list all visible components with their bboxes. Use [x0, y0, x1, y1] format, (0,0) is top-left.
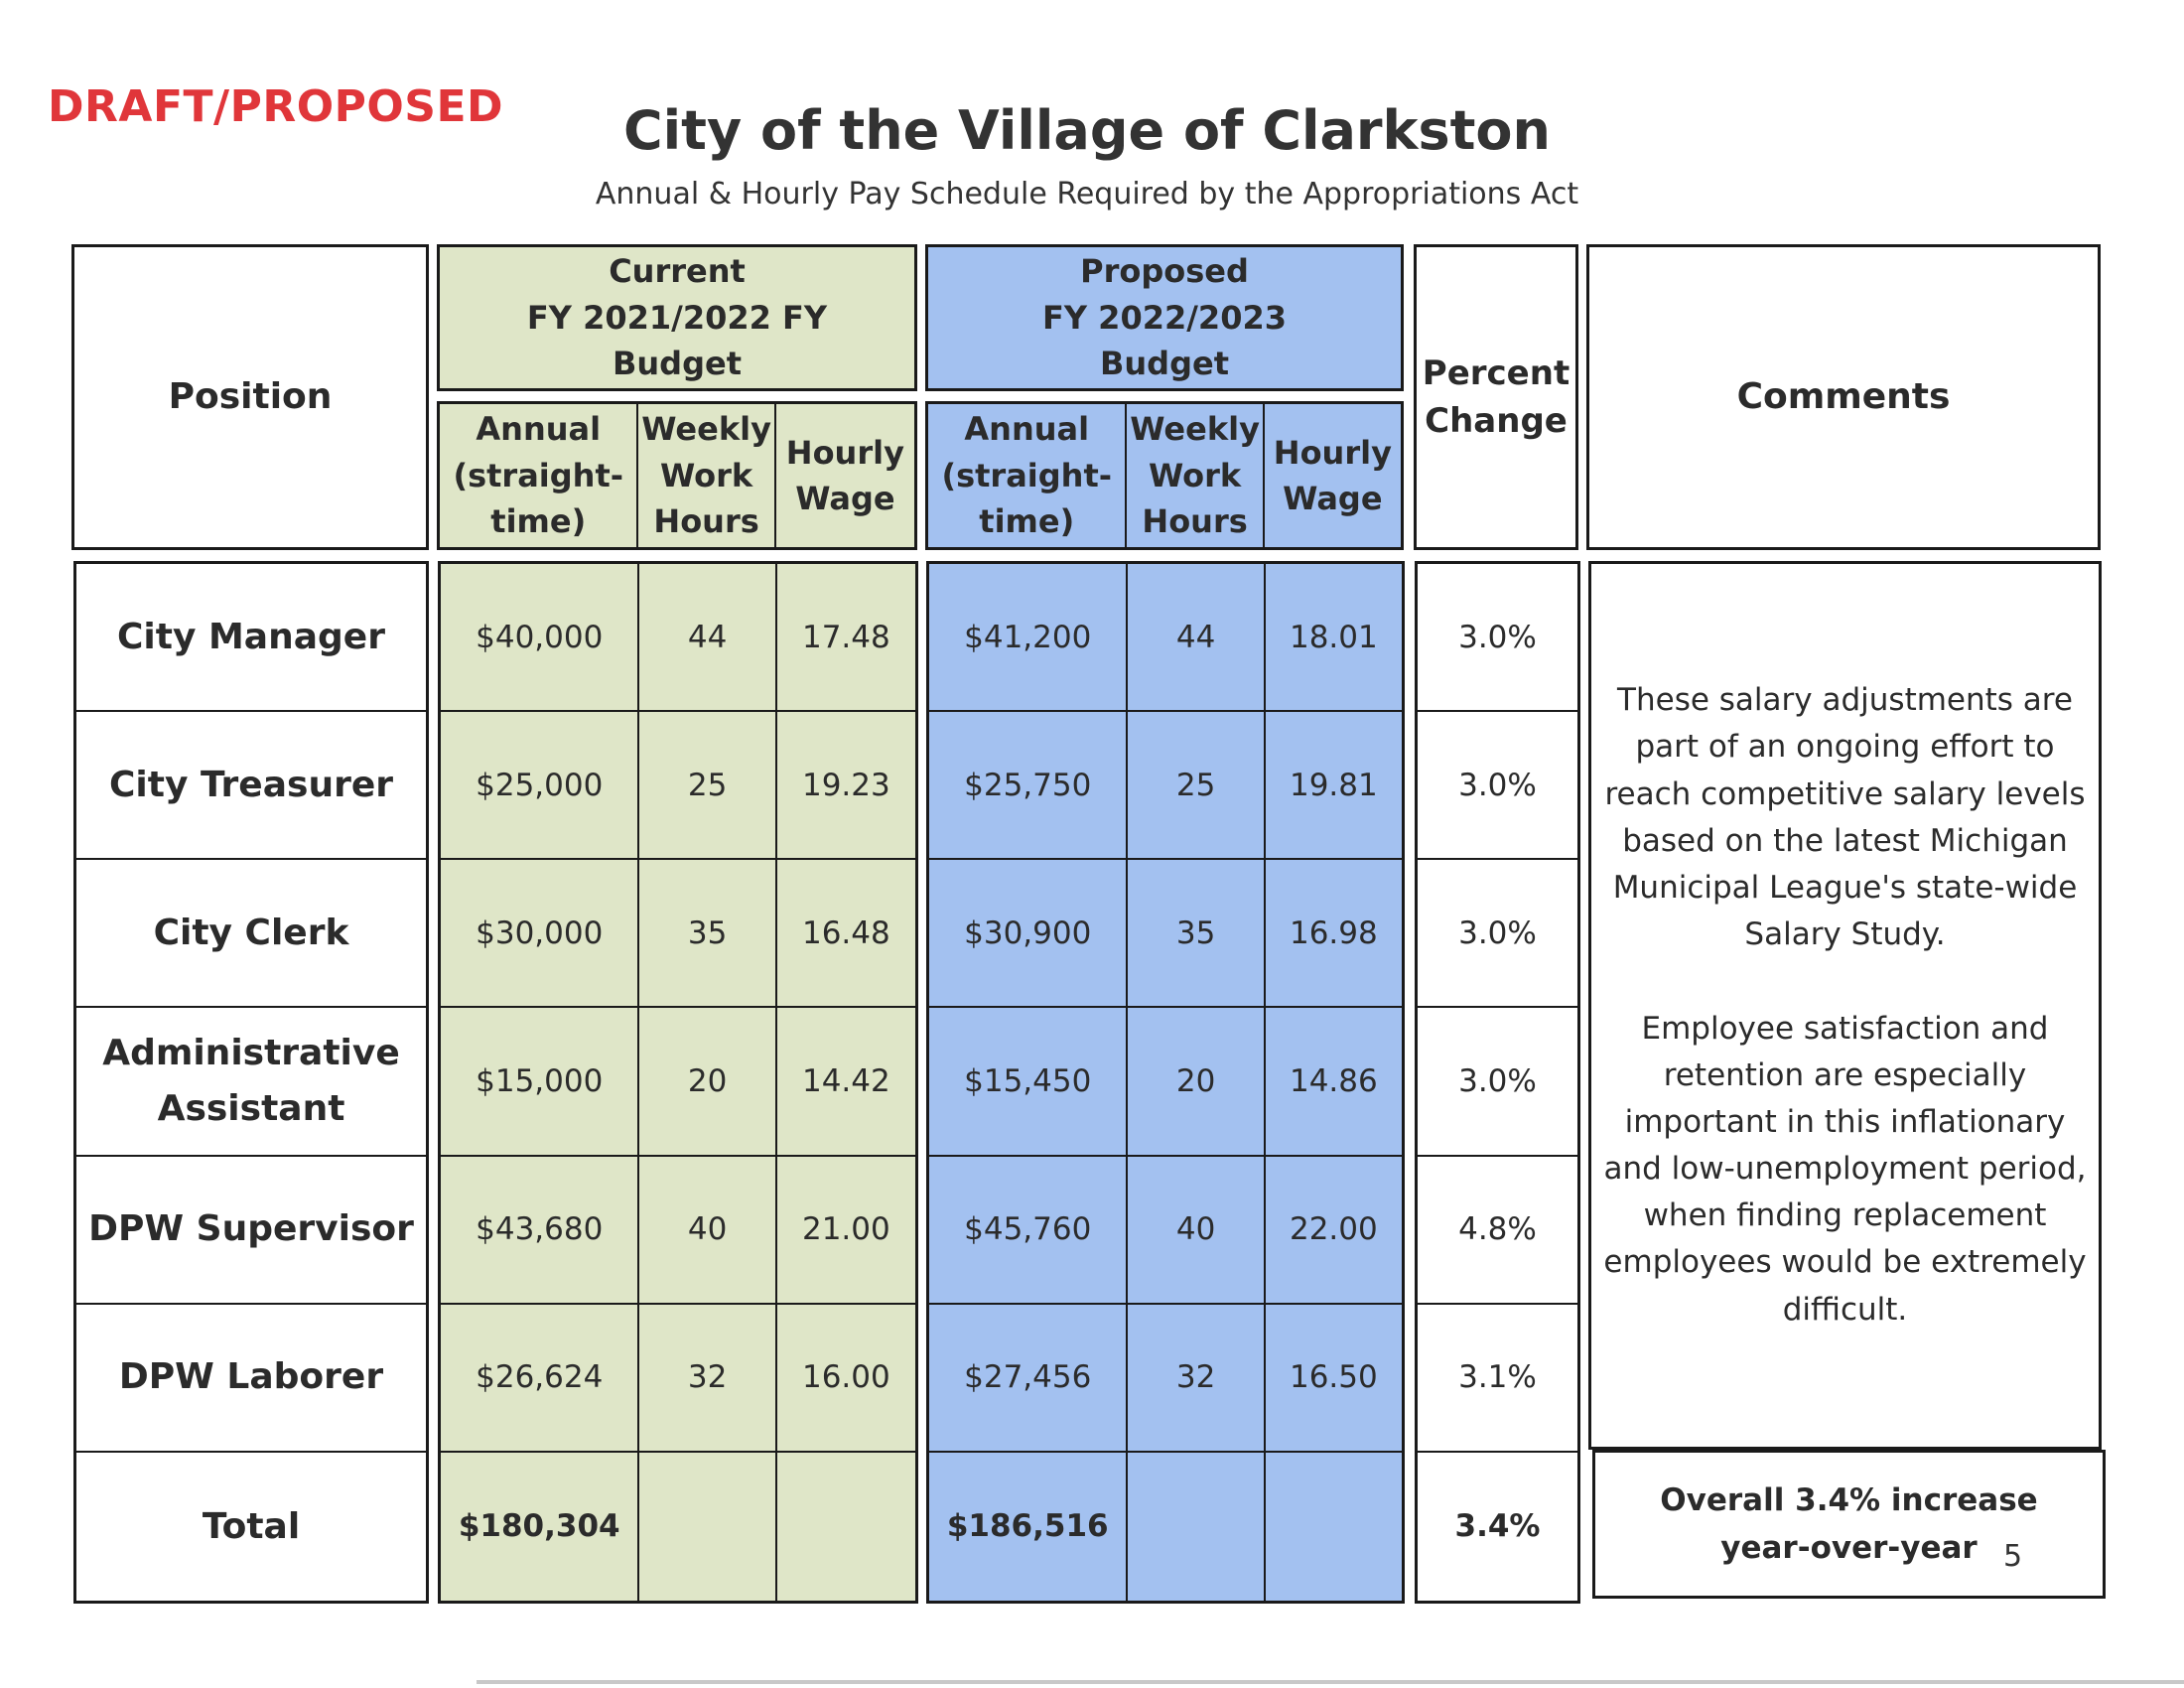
draft-label: DRAFT/PROPOSED [48, 81, 504, 132]
empty-cell [1266, 1453, 1402, 1601]
table-cell: 14.42 [777, 1008, 915, 1156]
header-annual-line2: (straight- [453, 456, 624, 494]
header-annual-line2: (straight- [941, 456, 1113, 494]
empty-cell [777, 1453, 915, 1601]
percent-cell: 3.0% [1418, 712, 1577, 860]
table-cell: 19.81 [1266, 712, 1402, 860]
table-cell: $30,900 [929, 860, 1128, 1008]
header-proposed-budget [925, 244, 1404, 391]
position-line: Administrative [102, 1033, 400, 1074]
table-cell: 35 [1128, 860, 1265, 1008]
comment-total-line1: Overall 3.4% increase [1660, 1481, 2038, 1518]
table-cell: $43,680 [441, 1157, 639, 1305]
header-proposed-columns [925, 401, 1404, 550]
header-proposed-line3: Budget [1100, 345, 1229, 383]
header-annual-line3: time) [979, 502, 1075, 541]
header-proposed-annual [928, 404, 1127, 547]
table-cell: 25 [639, 712, 776, 860]
table-cell: 40 [1128, 1157, 1265, 1305]
header-current-budget [437, 244, 917, 391]
position-line: Assistant [157, 1087, 345, 1129]
table-cell: $25,000 [441, 712, 639, 860]
table-cell: 25 [1128, 712, 1265, 860]
header-position [71, 244, 429, 550]
table-cell: 17.48 [777, 564, 915, 712]
comment-paragraph: These salary adjustments are part of an ongoing effort to reach competitive salary levels based on the latest Michigan Municipal League's state-wide Salary Study. [1604, 682, 2086, 952]
total-proposed-annual: $186,516 [929, 1453, 1128, 1601]
comments-total-box [1592, 1450, 2106, 1599]
header-proposed-line2: FY 2022/2023 [1042, 298, 1287, 337]
header-percent-line2: Change [1425, 401, 1568, 441]
percent-change-column [1415, 561, 1580, 1604]
table-cell: 21.00 [777, 1157, 915, 1305]
header-percent-change [1414, 244, 1578, 550]
header-weekly-line1: Weekly [641, 410, 771, 449]
table-cell: 16.00 [777, 1305, 915, 1453]
empty-cell [639, 1453, 776, 1601]
header-comments [1586, 244, 2101, 550]
table-cell: $15,450 [929, 1008, 1128, 1156]
comment-paragraph: Employee satisfaction and retention are especially important in this inflationary and low-unemployment period, when finding replacement employees would be extremely difficult. [1603, 1010, 2087, 1328]
position-cell-total: Total [202, 1505, 301, 1547]
header-hourly-line2: Wage [1283, 480, 1383, 517]
page-number: 5 [2003, 1539, 2023, 1574]
header-annual-line1: Annual [476, 410, 602, 449]
table-cell: $45,760 [929, 1157, 1128, 1305]
total-current-annual: $180,304 [441, 1453, 639, 1601]
table-cell: 22.00 [1266, 1157, 1402, 1305]
header-current-line3: Budget [613, 345, 742, 383]
table-cell: 14.86 [1266, 1008, 1402, 1156]
header-annual-line1: Annual [964, 410, 1090, 449]
header-annual-line3: time) [490, 502, 587, 541]
percent-cell: 4.8% [1418, 1157, 1577, 1305]
scan-edge-line [477, 1680, 2184, 1684]
table-cell: 16.48 [777, 860, 915, 1008]
table-cell: 16.98 [1266, 860, 1402, 1008]
header-weekly-line2: Work [1148, 456, 1242, 494]
percent-cell-total: 3.4% [1454, 1508, 1541, 1545]
header-weekly-line2: Work [660, 456, 753, 494]
header-current-columns [437, 401, 917, 550]
header-proposed-line1: Proposed [1080, 252, 1249, 291]
table-cell: $30,000 [441, 860, 639, 1008]
header-proposed-weekly [1127, 404, 1264, 547]
table-cell: 35 [639, 860, 776, 1008]
table-cell: $26,624 [441, 1305, 639, 1453]
position-cell: City Clerk [76, 860, 426, 1008]
header-current-line2: FY 2021/2022 FY [526, 298, 828, 337]
header-comments-label: Comments [1736, 376, 1951, 418]
table-cell: $27,456 [929, 1305, 1128, 1453]
position-cell [76, 1008, 426, 1156]
position-cell: DPW Laborer [76, 1305, 426, 1453]
header-current-weekly [638, 404, 775, 547]
table-cell: 18.01 [1266, 564, 1402, 712]
table-cell: 44 [1128, 564, 1265, 712]
page-subtitle: Annual & Hourly Pay Schedule Required by the Appropriations Act [595, 177, 1579, 211]
table-cell: 32 [1128, 1305, 1265, 1453]
position-column [73, 561, 429, 1604]
table-cell: 40 [639, 1157, 776, 1305]
header-current-line1: Current [609, 252, 746, 291]
header-hourly-line1: Hourly [785, 433, 904, 472]
position-cell: City Treasurer [76, 712, 426, 860]
comment-total-line2: year-over-year [1720, 1530, 1978, 1566]
header-proposed-hourly [1265, 404, 1401, 547]
percent-cell: 3.0% [1418, 860, 1577, 1008]
position-cell: City Manager [76, 564, 426, 712]
header-current-annual [440, 404, 638, 547]
header-hourly-line1: Hourly [1273, 433, 1392, 472]
table-cell: $40,000 [441, 564, 639, 712]
table-cell: 32 [639, 1305, 776, 1453]
percent-cell: 3.1% [1418, 1305, 1577, 1453]
empty-cell [1128, 1453, 1265, 1601]
page-title: City of the Village of Clarkston [623, 99, 1551, 162]
header-percent-line1: Percent [1422, 352, 1570, 393]
header-current-hourly [776, 404, 914, 547]
header-weekly-line1: Weekly [1130, 410, 1260, 449]
comments-box [1588, 561, 2102, 1450]
table-cell: $15,000 [441, 1008, 639, 1156]
header-weekly-line3: Hours [653, 502, 759, 541]
table-cell: 19.23 [777, 712, 915, 860]
current-budget-table [438, 561, 918, 1604]
header-hourly-line2: Wage [795, 480, 895, 517]
table-cell: 20 [1128, 1008, 1265, 1156]
percent-cell: 3.0% [1418, 1008, 1577, 1156]
table-cell: $41,200 [929, 564, 1128, 712]
header-position-label: Position [168, 376, 333, 418]
proposed-budget-table [926, 561, 1405, 1604]
percent-cell: 3.0% [1418, 564, 1577, 712]
table-cell: 44 [639, 564, 776, 712]
table-cell: 20 [639, 1008, 776, 1156]
table-cell: $25,750 [929, 712, 1128, 860]
header-weekly-line3: Hours [1142, 502, 1248, 541]
table-cell: 16.50 [1266, 1305, 1402, 1453]
position-cell: DPW Supervisor [76, 1157, 426, 1305]
